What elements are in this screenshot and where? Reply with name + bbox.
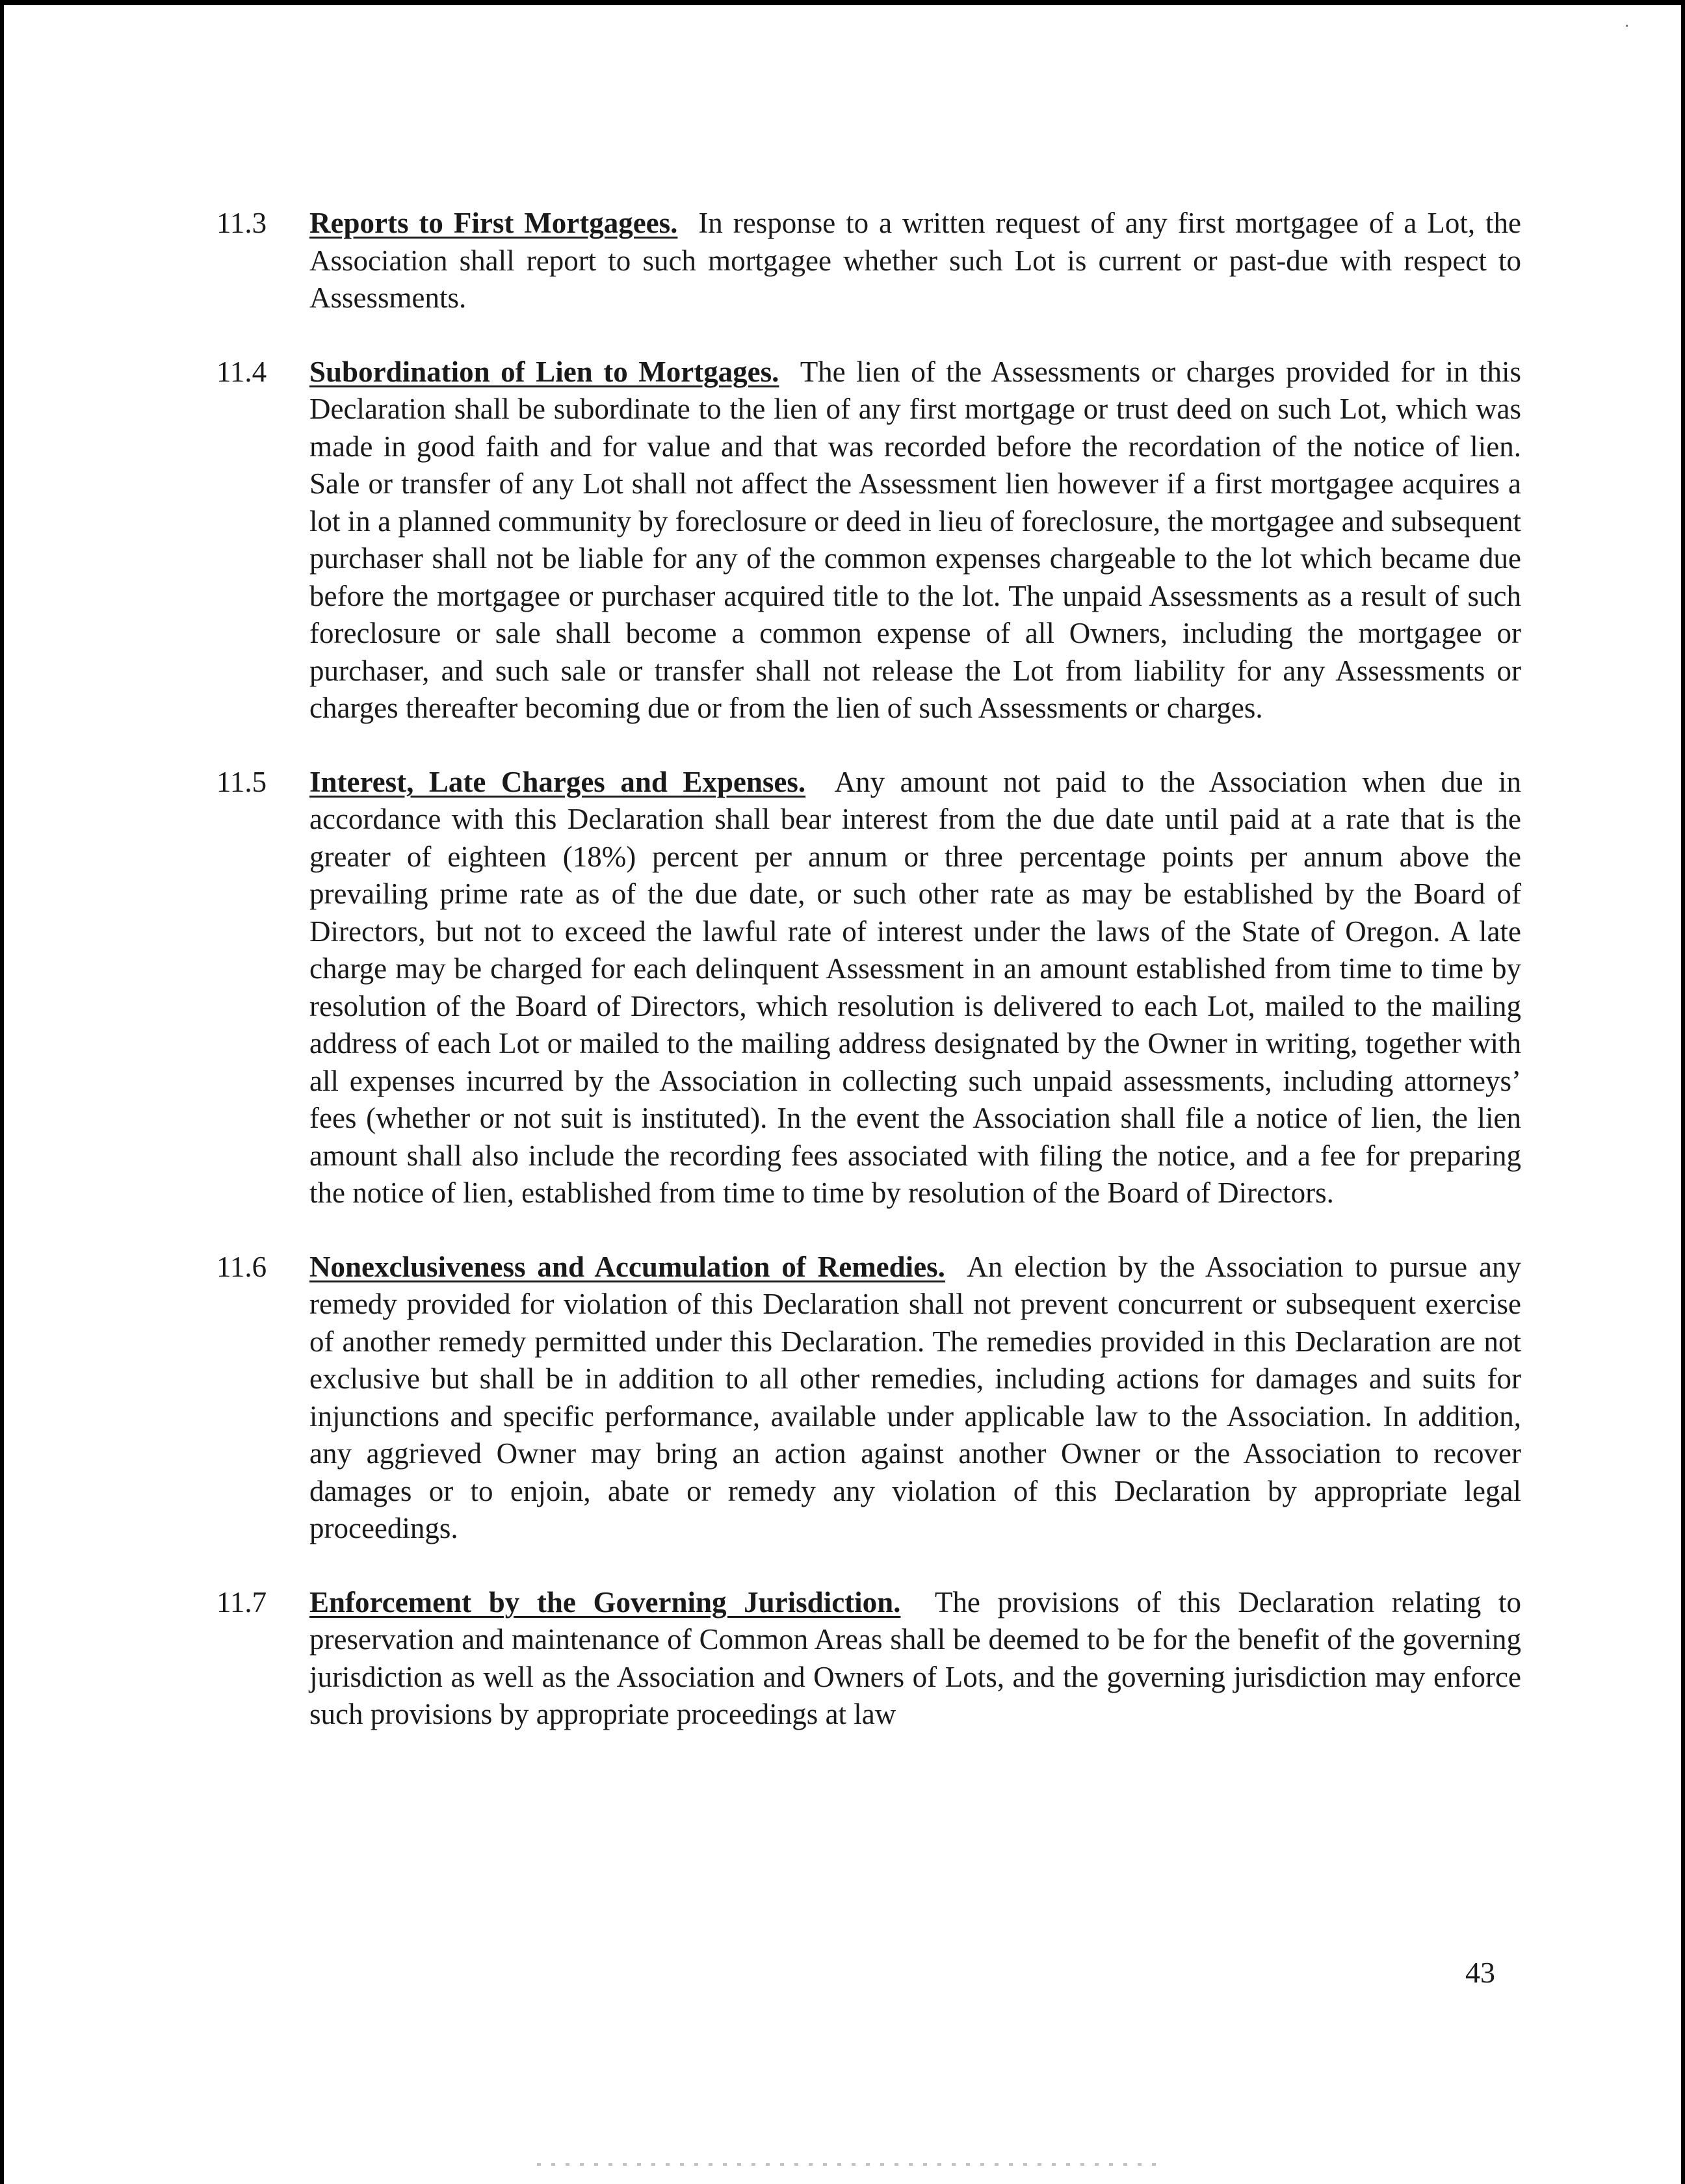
section-body: The lien of the Assessments or charges provided for in this Declaration shall be subordinate to the lien of any first mortgage or trust deed on such Lot, which was made in good faith and for value and that was recorded before the recordation of the notice of lien. Sale or transfer of any Lot shall not affect the Assessment lien however if a first mortgagee acquires a lot in a planned community by foreclosure or deed in lieu of foreclosure, the mortgagee and subsequent purchaser shall not be liable for any of the common expenses chargeable to the lot which became due before the mortgagee or purchaser acquired title to the lot. The unpaid Assessments as a result of such foreclosure or sale shall become a common expense of all Owners, including the mortgagee or purchaser, and such sale or transfer shall not release the Lot from liability for any Assessments or charges thereafter becoming due or from the lien of such Assessments or charges. xyxy=(309,355,1522,724)
section-11-6 xyxy=(216,1249,1521,1548)
section-11-4 xyxy=(216,354,1521,727)
section-body: Any amount not paid to the Association when due in accordance with this Declaration shall bear interest from the due date until paid at a rate that is the greater of eighteen (18%) percent per annum or three percentage points per annum above the prevailing prime rate as of the due date, or such other rate as may be established by the Board of Directors, but not to exceed the lawful rate of interest under the laws of the State of Oregon. A late charge may be charged for each delinquent Assessment in an amount established from time to time by resolution of the Board of Directors, which resolution is delivered to each Lot, mailed to the mailing address of each Lot or mailed to the mailing address designated by the Owner in writing, together with all expenses incurred by the Association in collecting such unpaid assessments, including attorneys’ fees (whether or not suit is instituted). In the event the Association shall file a notice of lien, the lien amount shall also include the recording fees associated with filing the notice, and a fee for preparing the notice of lien, established from time to time by resolution of the Board of Directors. xyxy=(309,765,1521,1209)
section-number: 11.3 xyxy=(216,207,267,239)
section-number: 11.4 xyxy=(216,355,267,388)
section-heading: Subordination of Lien to Mortgages. xyxy=(309,355,779,388)
section-body: In response to a written request of any first mortgagee of a Lot, the Association shall report to such mortgagee whether such Lot is current or past-due with respect to Assessments. xyxy=(309,207,1522,314)
document-page xyxy=(4,5,1681,2184)
section-heading: Nonexclusiveness and Accumulation of Remedies. xyxy=(309,1250,945,1283)
scan-noise xyxy=(537,2163,1161,2166)
section-11-3 xyxy=(216,205,1521,317)
section-number: 11.7 xyxy=(216,1585,267,1618)
section-body: The provisions of this Declaration relating to preservation and maintenance of Common Areas shall be deemed to be for the benefit of the governing jurisdiction as well as the Association and Owners of Lots, and the governing jurisdiction may enforce such provisions by appropriate proceedings at law xyxy=(309,1585,1521,1730)
section-heading: Interest, Late Charges and Expenses. xyxy=(309,765,806,798)
page-number: 43 xyxy=(1465,1956,1495,1989)
section-number: 11.5 xyxy=(216,765,267,798)
scan-speck xyxy=(1626,25,1628,27)
section-heading: Reports to First Mortgagees. xyxy=(309,207,678,239)
document-body xyxy=(216,205,1521,1770)
section-body: An election by the Association to pursue any remedy provided for violation of this Declaration shall not prevent concurrent or subsequent exercise of another remedy permitted under this Declaration. The remedies provided in this Declaration are not exclusive but shall be in addition to all other remedies, including actions for damages and suits for injunctions and specific performance, available under applicable law to the Association. In addition, any aggrieved Owner may bring an action against another Owner or the Association to recover damages or to enjoin, abate or remedy any violation of this Declaration by appropriate legal proceedings. xyxy=(309,1250,1521,1544)
section-heading: Enforcement by the Governing Jurisdiction. xyxy=(309,1585,901,1618)
section-number: 11.6 xyxy=(216,1250,267,1283)
section-11-5 xyxy=(216,764,1521,1212)
section-11-7 xyxy=(216,1584,1521,1734)
